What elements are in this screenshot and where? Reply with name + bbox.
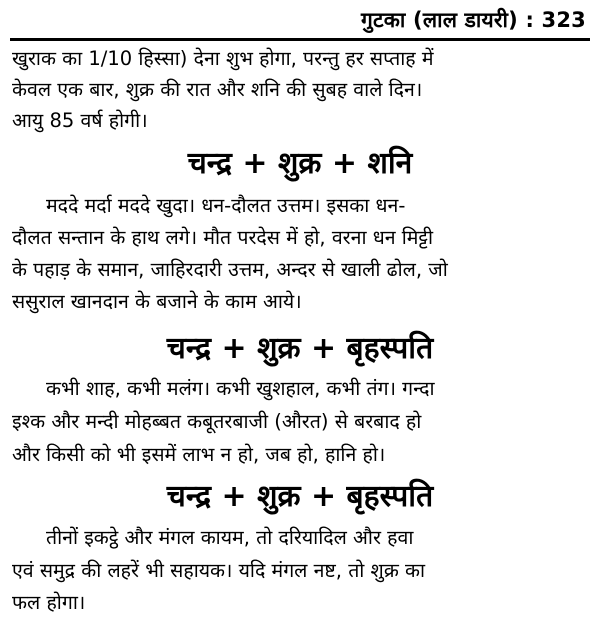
paragraph-line: ससुराल खानदान के बजाने के काम आये। <box>12 290 302 313</box>
paragraph-line: कभी शाह, कभी मलंग। कभी खुशहाल, कभी तंग। गन्दा <box>46 377 435 400</box>
running-header <box>12 4 586 38</box>
running-title: गुटका (लाल डायरी) : 323 <box>360 8 586 32</box>
paragraph-line: दौलत सन्तान के हाथ लगे। मौत परदेस में हो, वरना धन मिट्टी <box>12 226 434 249</box>
paragraph-line: केवल एक बार, शुक्र की रात और शनि की सुबह वाले दिन। <box>12 78 423 101</box>
section-heading: चन्द्र + शुक्र + बृहस्पति <box>166 479 434 514</box>
paragraph-line: एवं समुद्र की लहरें भी सहायक। यदि मंगल नष्ट, तो शुक्र का <box>12 559 426 582</box>
paragraph-line: के पहाड़ के समान, जाहिरदारी उत्तम, अन्दर से खाली ढोल, जो <box>12 258 448 281</box>
section-heading: चन्द्र + शुक्र + बृहस्पति <box>166 331 434 366</box>
paragraph-line: आयु 85 वर्ष होगी। <box>12 109 148 132</box>
paragraph-line: और किसी को भी इसमें लाभ न हो, जब हो, हानि हो। <box>12 443 386 466</box>
paragraph-line: इश्क और मन्दी मोहब्बत कबूतरबाजी (औरत) से बरबाद हो <box>12 410 422 433</box>
paragraph-line: खुराक का 1/10 हिस्सा) देना शुभ होगा, परन्तु हर सप्ताह में <box>12 47 434 70</box>
paragraph-line: फल होगा। <box>12 591 86 614</box>
paragraph-line: मददे मर्दा मददे खुदा। धन-दौलत उत्तम। इसका धन- <box>46 194 406 217</box>
header-divider <box>10 38 590 41</box>
section-heading: चन्द्र + शुक्र + शनि <box>187 146 413 181</box>
paragraph-line: तीनों इकट्ठे और मंगल कायम, तो दरियादिल और हवा <box>46 526 414 549</box>
